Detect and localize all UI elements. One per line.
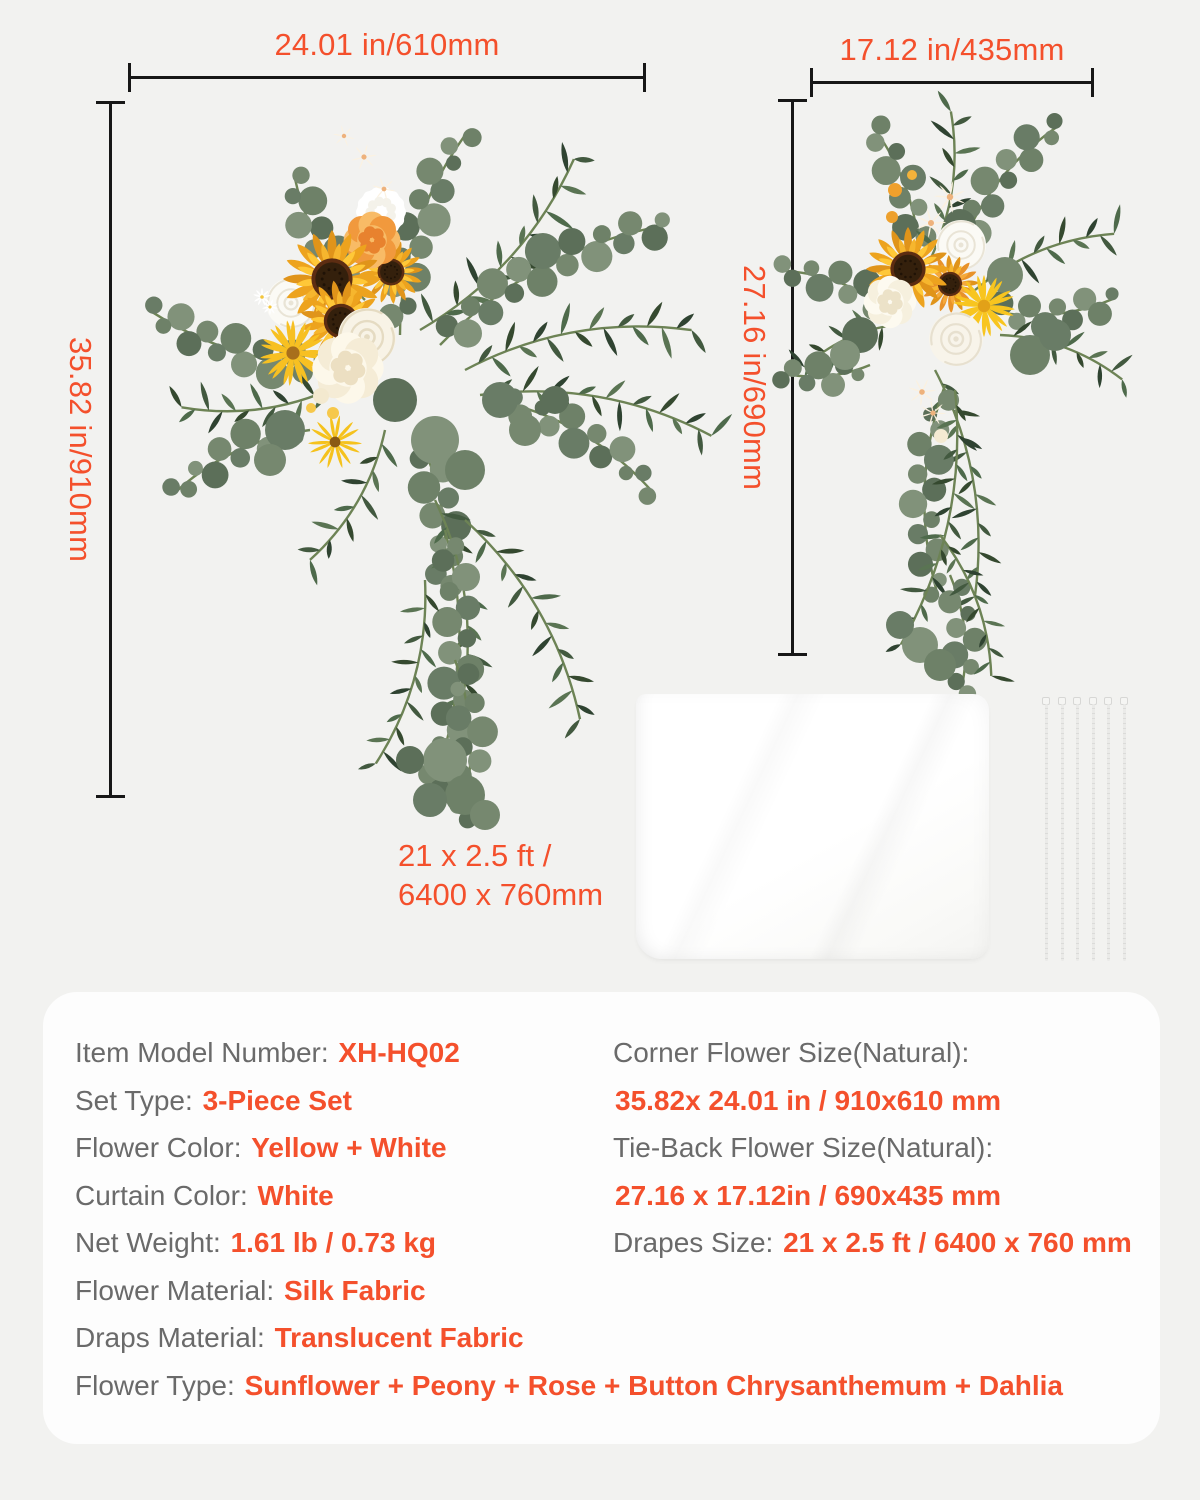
spec-row <box>613 1029 1132 1077</box>
spec-value: XH-HQ02 <box>338 1037 460 1068</box>
drape-size-line1: 21 x 2.5 ft / <box>398 838 552 873</box>
zip-tie-icon <box>1089 697 1098 961</box>
spec-label: Flower Color: <box>75 1132 250 1163</box>
spec-value: 35.82x 24.01 in / 910x610 mm <box>615 1084 1002 1116</box>
spec-row-flower-type <box>75 1362 1063 1410</box>
spec-label: Set Type: <box>75 1084 201 1116</box>
spec-row <box>613 1124 1132 1172</box>
tieback-swag-height-label: 27.16 in/690mm <box>737 264 772 491</box>
spec-value: White <box>257 1179 334 1211</box>
spec-label: Flower Type: <box>75 1369 243 1401</box>
spec-label: Drapes Size: <box>613 1227 782 1258</box>
spec-label: Net Weight: <box>75 1227 229 1258</box>
spec-value: Silk Fabric <box>283 1274 426 1306</box>
zip-tie-icon <box>1042 697 1051 961</box>
drape-size-label <box>398 836 603 914</box>
spec-value: 3-Piece Set <box>202 1084 352 1116</box>
spec-value: Yellow + White <box>251 1132 447 1163</box>
spec-value: Translucent Fabric <box>274 1322 524 1353</box>
corner-swag-width-dimension-line <box>128 63 646 92</box>
zip-tie-icon <box>1073 697 1082 961</box>
zip-tie-icon <box>1120 697 1129 961</box>
spec-label: Corner Flower Size(Natural): <box>613 1037 970 1068</box>
zip-tie-icon <box>1058 697 1067 961</box>
corner-swag-height-label: 35.82 in/910mm <box>63 336 98 563</box>
spec-row <box>75 1314 1063 1362</box>
spec-label: Tie-Back Flower Size(Natural): <box>613 1132 994 1163</box>
spec-label: Curtain Color: <box>75 1179 256 1211</box>
specs-panel <box>43 992 1160 1444</box>
spec-label: Item Model Number: <box>75 1037 337 1068</box>
spec-value: 21 x 2.5 ft / 6400 x 760 mm <box>783 1227 1132 1258</box>
spec-value <box>993 1132 995 1163</box>
spec-label: Draps Material: <box>75 1322 273 1353</box>
spec-value: Sunflower + Peony + Rose + Button Chrysanthemum + Dahlia <box>244 1369 1063 1401</box>
tieback-flower-swag-image <box>800 105 1120 695</box>
spec-row <box>613 1219 1132 1267</box>
tieback-swag-width-label: 17.12 in/435mm <box>839 32 1065 67</box>
spec-label: Flower Material: <box>75 1274 282 1306</box>
corner-flower-swag-image <box>135 100 685 840</box>
zip-tie-icon <box>1104 697 1113 961</box>
spec-row <box>613 1172 1132 1220</box>
corner-swag-width-label: 24.01 in/610mm <box>274 27 500 62</box>
drape-size-line2: 6400 x 760mm <box>398 877 604 912</box>
spec-value: 27.16 x 17.12in / 690x435 mm <box>615 1179 1002 1211</box>
corner-swag-height-dimension-line <box>96 101 125 798</box>
specs-right-column <box>613 1029 1132 1267</box>
tieback-swag-width-dimension-line <box>810 68 1094 97</box>
spec-row <box>75 1267 1063 1315</box>
spec-row <box>613 1077 1132 1125</box>
zip-ties-image <box>1042 697 1132 961</box>
drape-fabric-image <box>636 694 989 959</box>
spec-value: 1.61 lb / 0.73 kg <box>230 1227 437 1258</box>
spec-value <box>969 1037 971 1068</box>
